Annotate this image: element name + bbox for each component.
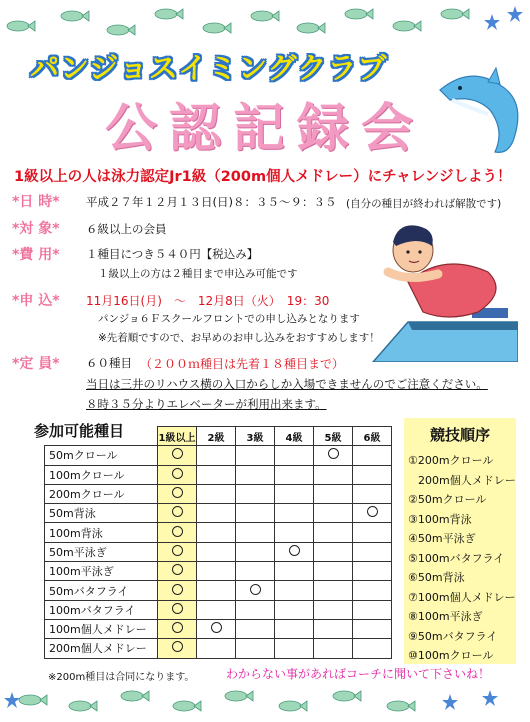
- capacity-label: *定 員*: [12, 356, 60, 372]
- eligibility-cell: [158, 523, 197, 542]
- eligible-mark-icon: [172, 584, 183, 595]
- eligibility-cell: [314, 523, 353, 542]
- fish-border-top: [0, 0, 530, 44]
- eligibility-cell: [158, 465, 197, 484]
- table-row: [45, 465, 392, 484]
- event-name: 200m個人メドレー: [45, 639, 158, 658]
- eligibility-cell: [353, 542, 392, 561]
- event-name: 100m平泳ぎ: [45, 562, 158, 581]
- eligibility-cell: [275, 504, 314, 523]
- eligibility-cell: [158, 619, 197, 638]
- table-row: [45, 446, 392, 465]
- star-icon: [484, 14, 500, 30]
- event-name: 50m背泳: [45, 504, 158, 523]
- order-item: ②50mクロール: [408, 493, 487, 506]
- eligibility-cell: [236, 465, 275, 484]
- eligibility-cell: [353, 639, 392, 658]
- apply-note-2: ※先着順ですので、お早めのお申し込みをおすすめします！: [98, 332, 380, 344]
- grade-header: 6級: [353, 427, 392, 446]
- eligibility-cell: [314, 504, 353, 523]
- eligibility-cell: [158, 600, 197, 619]
- eligibility-cell: [236, 619, 275, 638]
- eligible-mark-icon: [172, 641, 183, 652]
- table-row: [45, 600, 392, 619]
- table-row: [45, 484, 392, 503]
- eligibility-cell: [275, 562, 314, 581]
- eligibility-cell: [158, 504, 197, 523]
- order-item: ⑩100mクロール: [408, 649, 494, 662]
- eligibility-cell: [197, 465, 236, 484]
- table-footnote: ※200m種目は合同になります。: [48, 672, 195, 683]
- table-row: [45, 581, 392, 600]
- eligibility-cell: [353, 465, 392, 484]
- eligible-mark-icon: [172, 622, 183, 633]
- eligibility-cell: [353, 600, 392, 619]
- eligibility-cell: [314, 639, 353, 658]
- order-item: ④50m平泳ぎ: [408, 532, 476, 545]
- order-item: ⑧100m平泳ぎ: [408, 610, 483, 623]
- eligibility-cell: [197, 484, 236, 503]
- apply-label: *申 込*: [12, 293, 60, 309]
- eligibility-cell: [314, 446, 353, 465]
- eligible-mark-icon: [172, 603, 183, 614]
- date-label: *日 時*: [12, 194, 60, 210]
- order-item: ⑨50mバタフライ: [408, 629, 498, 643]
- eligibility-cell: [275, 619, 314, 638]
- eligibility-cell: [236, 600, 275, 619]
- eligible-mark-icon: [367, 506, 378, 517]
- footer-message: わからない事があればコーチに聞いて下さいね！: [226, 667, 491, 681]
- eligibility-cell: [158, 562, 197, 581]
- eligibility-cell: [236, 523, 275, 542]
- order-item: 200m個人メドレー: [418, 473, 516, 487]
- star-icon: [507, 6, 523, 22]
- event-name: 50mバタフライ: [45, 581, 158, 600]
- eligibility-cell: [236, 542, 275, 561]
- eligibility-cell: [197, 523, 236, 542]
- event-name: 100mクロール: [45, 465, 158, 484]
- eligibility-cell: [314, 484, 353, 503]
- capacity-value: ６０種目: [86, 356, 132, 370]
- eligibility-cell: [275, 600, 314, 619]
- star-icon: [442, 694, 458, 710]
- eligibility-cell: [197, 504, 236, 523]
- bottom-decoration: [0, 684, 530, 718]
- table-title: 参加可能種目: [34, 422, 125, 440]
- eligibility-cell: [353, 446, 392, 465]
- eligibility-cell: [158, 446, 197, 465]
- order-item: ①200mクロール: [408, 454, 494, 467]
- eligibility-cell: [236, 581, 275, 600]
- eligibility-cell: [197, 619, 236, 638]
- event-name: 50m平泳ぎ: [45, 542, 158, 561]
- eligible-mark-icon: [172, 545, 183, 556]
- date-value: 平成２７年１２月１３日(日)８：３５～９：３５: [86, 195, 337, 209]
- table-row: [45, 523, 392, 542]
- table-row: [45, 562, 392, 581]
- event-title: 公認記録会: [104, 99, 425, 159]
- table-row: [45, 639, 392, 658]
- eligible-mark-icon: [328, 448, 339, 459]
- challenge-message: 1級以上の人は泳力認定Jr1級（200m個人メドレー）にチャレンジしよう！: [14, 169, 512, 185]
- eligibility-cell: [275, 446, 314, 465]
- fee-note: １級以上の方は２種目まで申込み可能です: [98, 268, 298, 280]
- eligibility-cell: [197, 446, 236, 465]
- eligibility-cell: [353, 581, 392, 600]
- capacity-note: （２００ｍ種目は先着１８種目まで）: [140, 357, 345, 371]
- swimmer-illustration: [368, 212, 518, 362]
- event-name: 100m個人メドレー: [45, 619, 158, 638]
- eligible-mark-icon: [172, 487, 183, 498]
- eligibility-cell: [197, 562, 236, 581]
- fee-value: １種目につき５４０円【税込み】: [86, 247, 259, 261]
- entrance-notice: 当日は三井のリハウス横の入口からしか入場できませんのでご注意ください。: [86, 377, 488, 391]
- eligible-mark-icon: [172, 526, 183, 537]
- grade-header: 4級: [275, 427, 314, 446]
- elevator-notice: ８時３５分よりエレベーターが利用出来ます。: [86, 397, 327, 411]
- eligible-mark-icon: [172, 448, 183, 459]
- club-name: パンジョスイミングクラブ: [30, 51, 388, 85]
- eligibility-cell: [236, 639, 275, 658]
- eligibility-cell: [353, 484, 392, 503]
- eligibility-cell: [197, 639, 236, 658]
- top-decoration: [0, 0, 530, 44]
- eligibility-cell: [158, 484, 197, 503]
- eligible-mark-icon: [172, 468, 183, 479]
- eligibility-cell: [314, 542, 353, 561]
- eligibility-cell: [275, 639, 314, 658]
- eligibility-cell: [314, 465, 353, 484]
- target-label: *対 象*: [12, 221, 60, 237]
- grade-header: 1級以上: [158, 427, 197, 446]
- target-value: ６級以上の会員: [86, 222, 167, 236]
- order-item: ③100m背泳: [408, 512, 472, 526]
- eligibility-cell: [236, 504, 275, 523]
- eligibility-cell: [353, 504, 392, 523]
- table-header-row: [45, 427, 392, 446]
- eligibility-cell: [353, 619, 392, 638]
- event-name: 200mクロール: [45, 484, 158, 503]
- eligibility-cell: [275, 484, 314, 503]
- eligibility-cell: [353, 562, 392, 581]
- apply-value: 11月16日(月) ～ 12月8日（火） 19：30: [86, 294, 330, 308]
- eligibility-cell: [275, 542, 314, 561]
- eligibility-cell: [275, 523, 314, 542]
- date-note: (自分の種目が終われば解散です): [346, 198, 502, 210]
- star-icon: [4, 692, 20, 708]
- eligibility-cell: [314, 619, 353, 638]
- eligibility-cell: [197, 581, 236, 600]
- eligible-mark-icon: [289, 545, 300, 556]
- table-row: [45, 504, 392, 523]
- grade-header: 5級: [314, 427, 353, 446]
- eligible-mark-icon: [250, 584, 261, 595]
- eligibility-cell: [275, 465, 314, 484]
- star-icon: [482, 690, 498, 706]
- order-item: ⑦100m個人メドレー: [408, 590, 516, 604]
- eligibility-cell: [158, 639, 197, 658]
- eligibility-cell: [197, 600, 236, 619]
- fish-border-bottom: [0, 684, 530, 718]
- eligibility-cell: [314, 562, 353, 581]
- eligibility-cell: [314, 581, 353, 600]
- order-item: ⑥50m背泳: [408, 571, 465, 584]
- eligibility-cell: [353, 523, 392, 542]
- eligibility-cell: [158, 581, 197, 600]
- eligible-mark-icon: [172, 564, 183, 575]
- order-title: 競技順序: [429, 426, 490, 444]
- eligibility-cell: [236, 562, 275, 581]
- table-corner: [45, 427, 158, 446]
- eligibility-cell: [236, 446, 275, 465]
- grade-header: 3級: [236, 427, 275, 446]
- event-name: 100m背泳: [45, 523, 158, 542]
- eligible-mark-icon: [172, 506, 183, 517]
- event-name: 50mクロール: [45, 446, 158, 465]
- table-row: [45, 619, 392, 638]
- grade-header: 2級: [197, 427, 236, 446]
- eligible-events-table: [44, 426, 392, 659]
- table-body: [45, 446, 392, 658]
- eligibility-cell: [314, 600, 353, 619]
- order-item: ⑤100mバタフライ: [408, 551, 505, 565]
- fee-label: *費 用*: [12, 247, 60, 263]
- event-name: 100mバタフライ: [45, 600, 158, 619]
- apply-note-1: パンジョ６Ｆスクールフロントでの申し込みとなります: [98, 313, 360, 325]
- eligibility-cell: [158, 542, 197, 561]
- eligibility-cell: [275, 581, 314, 600]
- eligibility-cell: [236, 484, 275, 503]
- eligible-mark-icon: [211, 622, 222, 633]
- swimmer-icon: [368, 212, 518, 362]
- competition-order-panel: [404, 418, 516, 664]
- table-row: [45, 542, 392, 561]
- eligibility-cell: [197, 542, 236, 561]
